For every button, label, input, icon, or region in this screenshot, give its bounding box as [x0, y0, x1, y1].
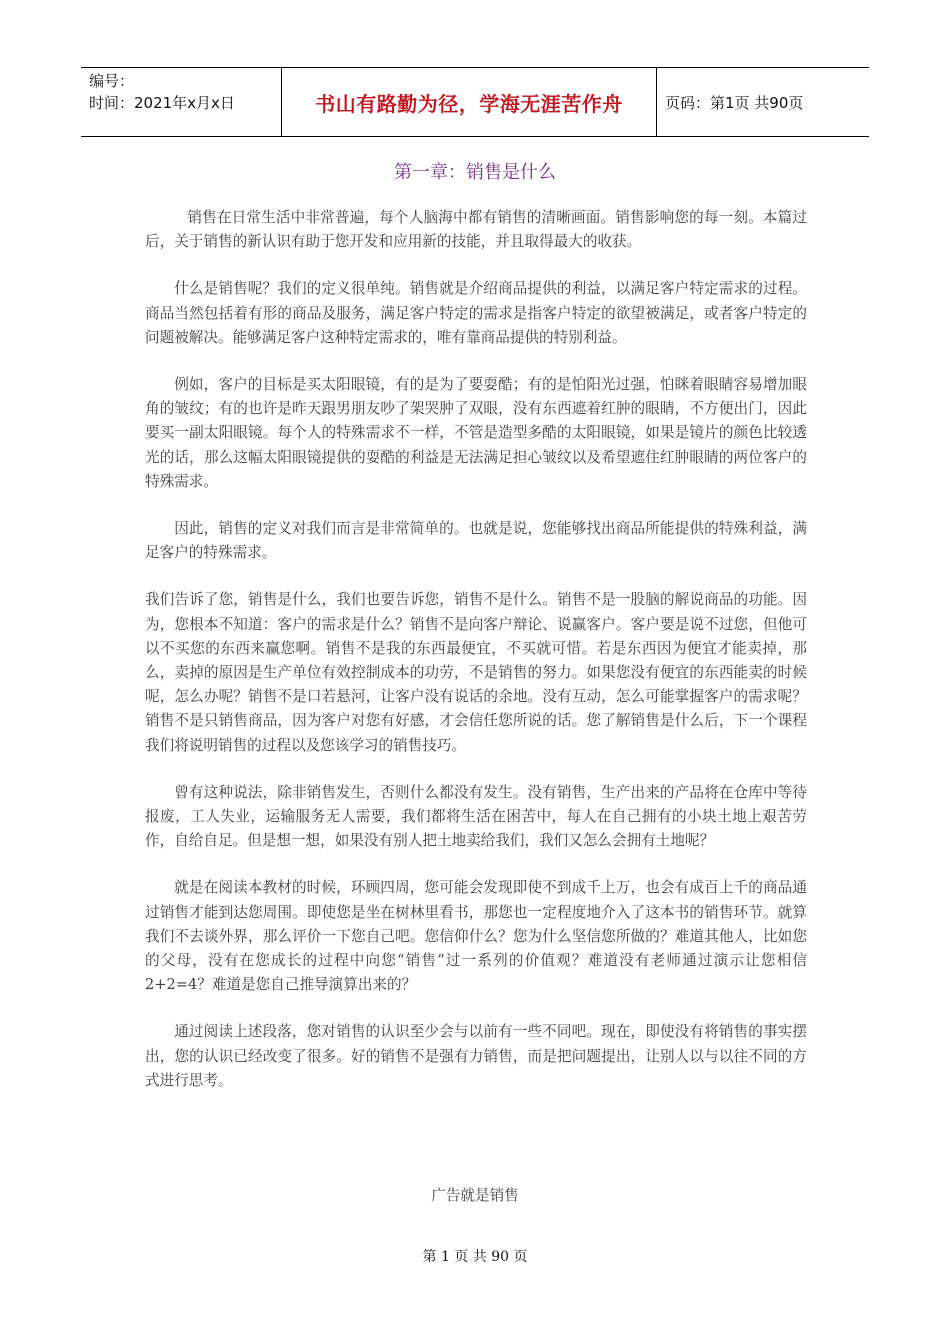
paragraph: 什么是销售呢？我们的定义很单纯。销售就是介绍商品提供的利益，以满足客户特定需求的过程。商品当然包括着有形的商品及服务，满足客户特定的需求是指客户特定的欲望被满足，或者客户特定的问题被解决。能够满足客户这种特定需求的，唯有靠商品提供的特别利益。	[145, 280, 807, 346]
document-header	[81, 67, 869, 137]
paragraph: 通过阅读上述段落，您对销售的认识至少会与以前有一些不同吧。现在，即使没有将销售的事实摆出，您的认识已经改变了很多。好的销售不是强有力销售，而是把问题提出，让别人以与以往不同的方式进行思考。	[145, 1023, 807, 1089]
header-motto: 书山有路勤为径，学海无涯苦作舟	[315, 91, 623, 116]
paragraph: 就是在阅读本教材的时候，环顾四周，您可能会发现即使不到成千上万，也会有成百上千的商品通过销售才能到达您周围。即使您是坐在树林里看书，那您也一定程度地介入了这本书的销售环节。就算我们不去谈外界，那么评价一下您自己吧。您信仰什么？您为什么坚信您所做的？难道其他人，比如您的父母，没有在您成长的过程中向您“销售”过一系列的价值观？难道没有老师通过演示让您相信2+2=4？难道是您自己推导演算出来的？	[145, 879, 807, 994]
document-body	[145, 206, 807, 1116]
document-number-label: 编号：	[89, 72, 135, 90]
paragraph: 我们告诉了您，销售是什么，我们也要告诉您，销售不是什么。销售不是一股脑的解说商品的功能。因为，您根本不知道：客户的需求是什么？销售不是向客户辩论、说赢客户。客户要是说不过您，但他可以不买您的东西来赢您啊。销售不是我的东西最便宜，不买就可惜。若是东西因为便宜才能卖掉，那么，卖掉的原因是生产单位有效控制成本的功劳，不是销售的努力。如果您没有便宜的东西能卖的时候呢，怎么办呢？销售不是口若悬河，让客户没有说话的余地。没有互动，怎么可能掌握客户的需求呢？销售不是只销售商品，因为客户对您有好感，才会信任您所说的话。您了解销售是什么后，下一个课程我们将说明销售的过程以及您该学习的销售技巧。	[145, 591, 807, 754]
paragraph: 例如，客户的目标是买太阳眼镜，有的是为了要耍酷；有的是怕阳光过强，怕眯着眼睛容易增加眼角的皱纹；有的也许是昨天跟男朋友吵了架哭肿了双眼，没有东西遮着红肿的眼睛，不方便出门，因此要买一副太阳眼镜。每个人的特殊需求不一样，不管是造型多酷的太阳眼镜，如果是镜片的颜色比较透光的话，那么这幅太阳眼镜提供的耍酷的利益是无法满足担心皱纹以及希望遮住红肿眼睛的两位客户的特殊需求。	[145, 376, 807, 490]
header-meta	[81, 68, 281, 136]
section-subheading: 广告就是销售	[431, 1187, 519, 1204]
paragraph: 曾有这种说法，除非销售发生，否则什么都没有发生。没有销售，生产出来的产品将在仓库中等待报废，工人失业，运输服务无人需要，我们都将生活在困苦中，每人在自己拥有的小块土地上艰苦劳作，自给自足。但是想一想，如果没有别人把土地卖给我们，我们又怎么会拥有土地呢？	[145, 783, 807, 850]
header-page-info: 页码：第1页 共90页	[665, 93, 804, 112]
header-motto-cell	[281, 68, 657, 136]
paragraph: 销售在日常生活中非常普遍，每个人脑海中都有销售的清晰画面。销售影响您的每一刻。本篇过后，关于销售的新认识有助于您开发和应用新的技能，并且取得最大的收获。	[145, 209, 807, 251]
page-footer: 第 1 页 共 90 页	[422, 1249, 528, 1265]
chapter-title: 第一章：销售是什么	[394, 162, 556, 183]
paragraph: 因此，销售的定义对我们而言是非常简单的。也就是说，您能够找出商品所能提供的特殊利益，满足客户的特殊需求。	[145, 520, 807, 562]
document-date: 时间：2021年x月x日	[89, 94, 235, 112]
